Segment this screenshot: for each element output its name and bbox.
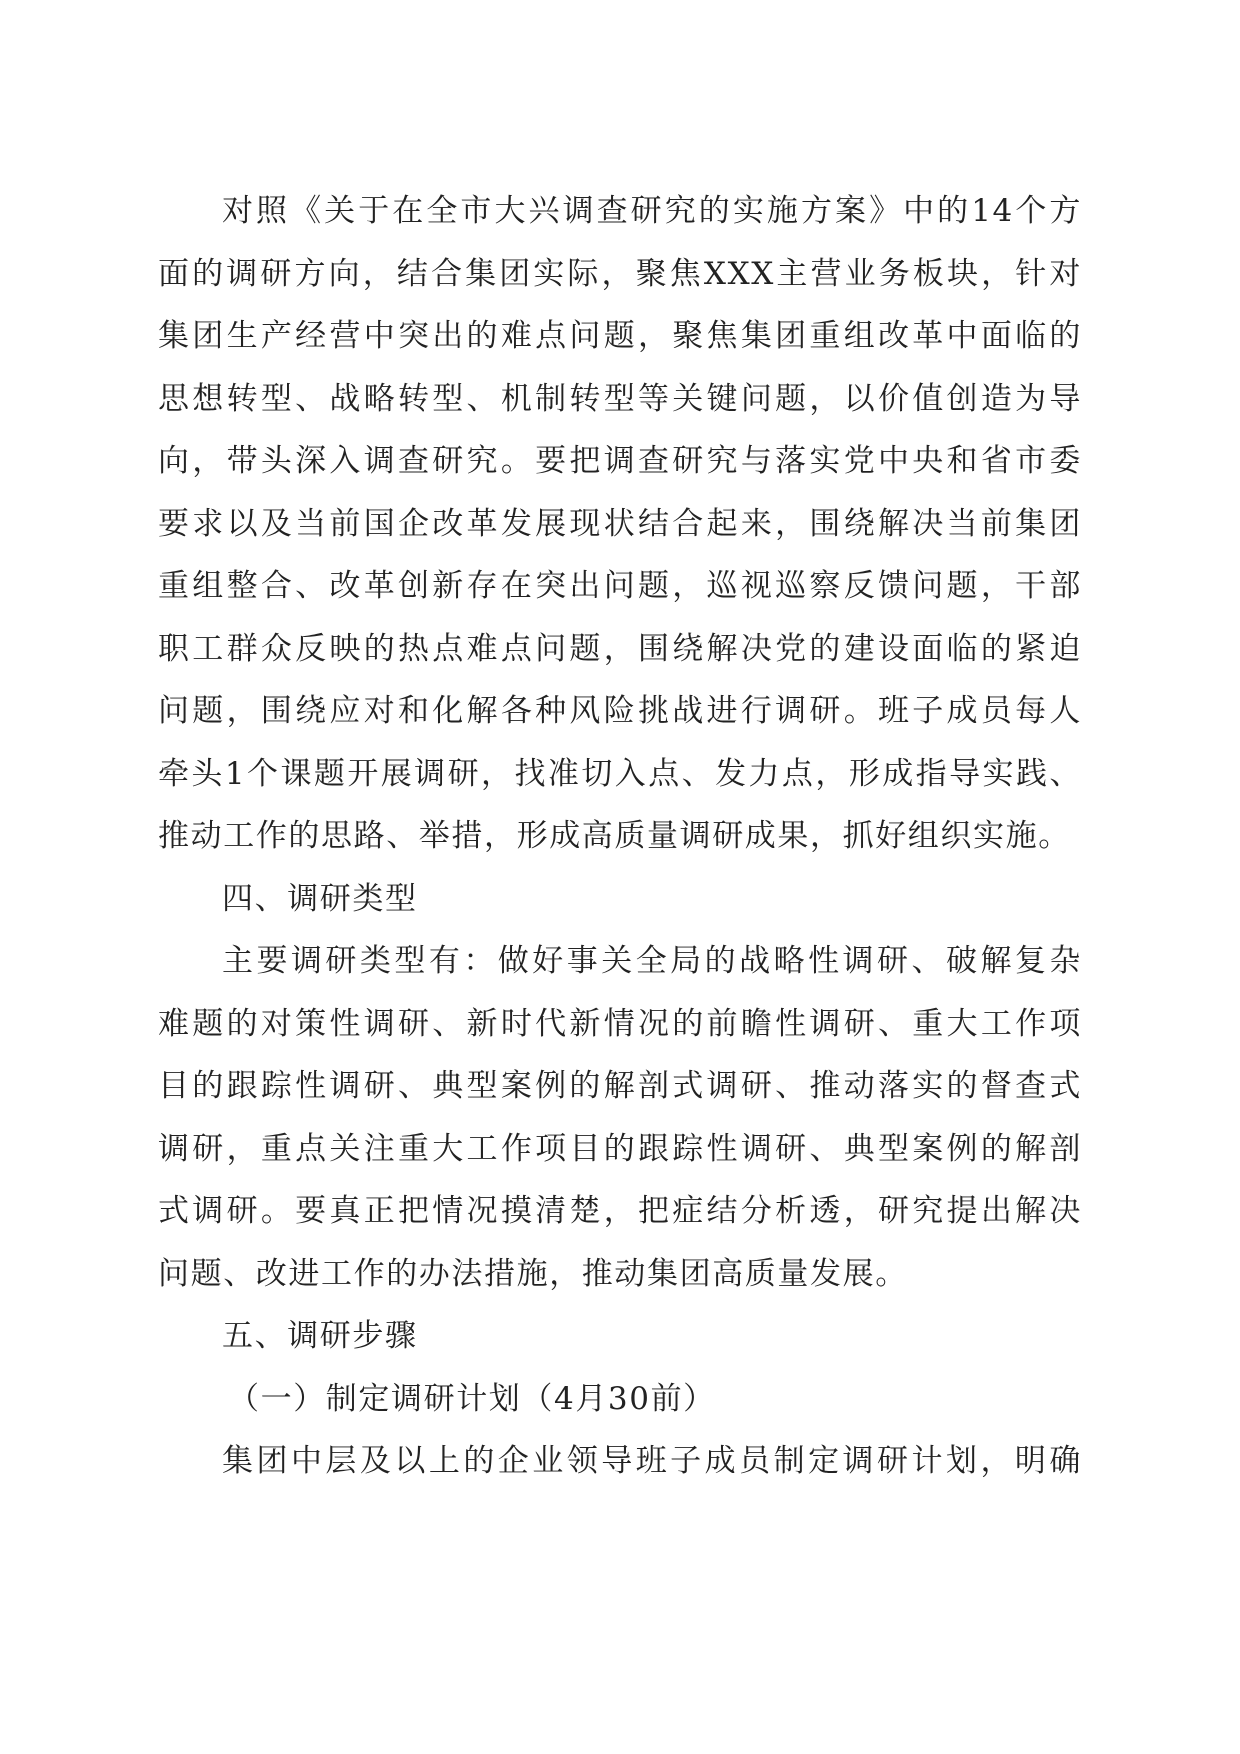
text-line: 推动工作的思路、举措，形成高质量调研成果，抓好组织实施。 [158, 818, 1071, 854]
text-line: 集团中层及以上的企业领导班子成员制定调研计划，明确 [222, 1443, 1082, 1479]
section-heading-research-types: 四、调研类型 [222, 880, 418, 917]
document-body [158, 180, 1082, 1493]
text-line: 牵头1个课题开展调研，找准切入点、发力点，形成指导实践、 [158, 755, 1082, 792]
text-line: 集团生产经营中突出的难点问题，聚焦集团重组改革中面临的 [158, 318, 1082, 354]
section-heading-research-steps: 五、调研步骤 [222, 1318, 418, 1354]
text-line: 问题，围绕应对和化解各种风险挑战进行调研。班子成员每人 [158, 693, 1082, 729]
text-line: 要求以及当前国企改革发展现状结合起来，围绕解决当前集团 [158, 505, 1082, 542]
text-line: 思想转型、战略转型、机制转型等关键问题，以价值创造为导 [158, 380, 1082, 417]
text-line: 式调研。要真正把情况摸清楚，把症结分析透，研究提出解决 [158, 1193, 1082, 1229]
text-line: 问题、改进工作的办法措施，推动集团高质量发展。 [158, 1255, 908, 1292]
text-line: 对照《关于在全市大兴调查研究的实施方案》中的14个方 [222, 193, 1082, 229]
text-line: 难题的对策性调研、新时代新情况的前瞻性调研、重大工作项 [158, 1005, 1082, 1042]
text-line: 主要调研类型有：做好事关全局的战略性调研、破解复杂 [222, 943, 1082, 979]
subsection-heading-plan: （一）制定调研计划（4月30前） [228, 1380, 716, 1417]
text-line: 重组整合、改革创新存在突出问题，巡视巡察反馈问题，干部 [158, 568, 1082, 604]
paragraph-research-direction [158, 180, 1082, 868]
paragraph-research-types [158, 930, 1082, 1305]
text-line: 面的调研方向，结合集团实际，聚焦XXX主营业务板块，针对 [158, 255, 1082, 292]
text-line: 调研，重点关注重大工作项目的跟踪性调研、典型案例的解剖 [158, 1130, 1082, 1167]
paragraph-plan [158, 1430, 1082, 1493]
text-line: 目的跟踪性调研、典型案例的解剖式调研、推动落实的督查式 [158, 1068, 1082, 1104]
text-line: 向，带头深入调查研究。要把调查研究与落实党中央和省市委 [158, 443, 1082, 479]
text-line: 职工群众反映的热点难点问题，围绕解决党的建设面临的紧迫 [158, 630, 1082, 667]
